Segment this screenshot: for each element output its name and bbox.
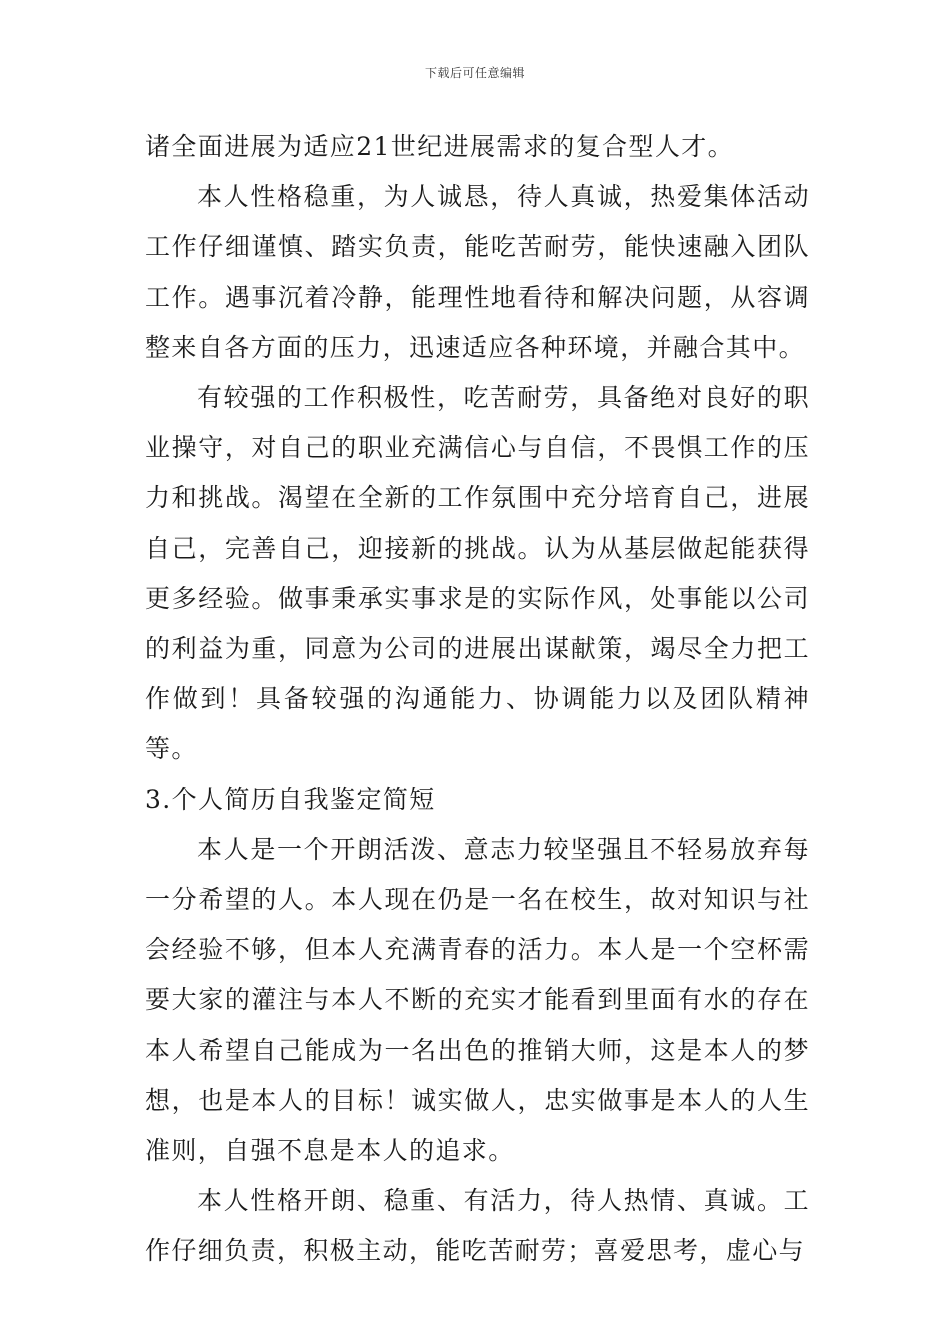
body-paragraph: 诸全面进展为适应21世纪进展需求的复合型人才。 [145, 132, 735, 161]
page-header: 下载后可任意编辑 [424, 66, 525, 80]
body-paragraph: 本人是一个开朗活泼、意志力较坚强且不轻易放弃每一分希望的人。本人现在仍是一名在校生，故对知识与社会经验不够，但本人充满青春的活力。本人是一个空杯需要大家的灌注与本人不断的充实才能看到里面有水的存在本人希望自己能成为一名出色的推销大师，这是本人的梦想，也是本人的目标！诚实做人，忠实做事是本人的人生准则，自强不息是本人的追求。 [145, 834, 810, 1166]
body-paragraph: 有较强的工作积极性，吃苦耐劳，具备绝对良好的职业操守，对自己的职业充满信心与自信，不畏惧工作的压力和挑战。渴望在全新的工作氛围中充分培育自己，进展自己，完善自己，迎接新的挑战。认为从基层做起能获得更多经验。做事秉承实事求是的实际作风，处事能以公司的利益为重，同意为公司的进展出谋献策，竭尽全力把工作做到！具备较强的沟通能力、协调能力以及团队精神等。 [145, 383, 810, 764]
section-heading: 3.个人简历自我鉴定简短 [145, 784, 436, 814]
body-paragraph: 本人性格稳重，为人诚恳，待人真诚，热爱集体活动工作仔细谨慎、踏实负责，能吃苦耐劳，能快速融入团队工作。遇事沉着冷静，能理性地看待和解决问题，从容调整来自各方面的压力，迅速适应各种环境，并融合其中。 [145, 182, 810, 362]
body-paragraph: 本人性格开朗、稳重、有活力，待人热情、真诚。工作仔细负责，积极主动，能吃苦耐劳；喜爱思考，虚心与 [145, 1186, 810, 1266]
document-body [145, 122, 810, 1277]
